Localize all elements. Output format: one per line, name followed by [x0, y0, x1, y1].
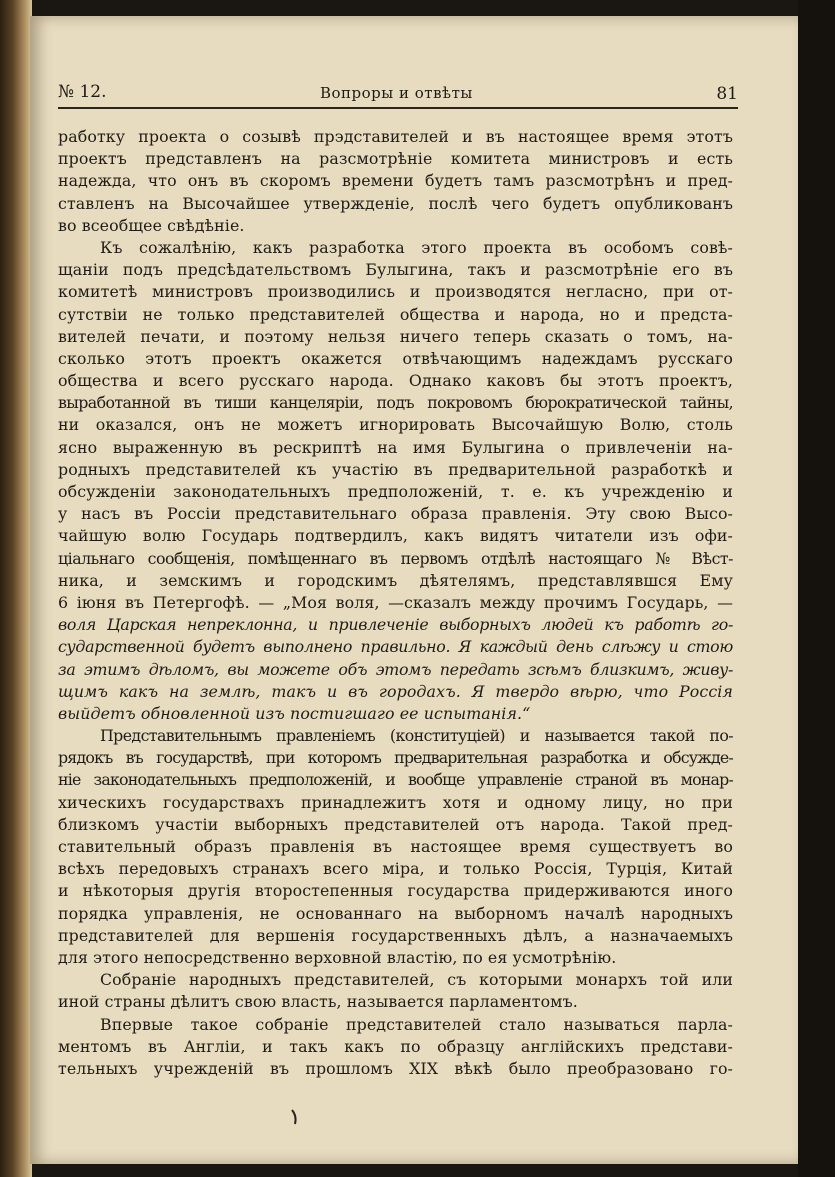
header-rule: [58, 107, 738, 109]
text-line: во всеобщее свѣдѣніе.: [58, 215, 245, 235]
text-line: и нѣкоторыя другія второстепенныя государства придерживаются иного: [58, 881, 733, 901]
text-line: сутствіи не только представителей общества и народа, но и предста-: [58, 304, 733, 324]
text-line: общества и всего русскаго народа. Однако каковъ бы этотъ проектъ,: [58, 371, 733, 391]
text-line: Собраніе народныхъ представителей, съ которыми монархъ той или: [100, 970, 733, 990]
running-header: [58, 82, 738, 106]
text-line: ясно выраженную въ рескриптѣ на имя Булыгина о привлеченіи на-: [58, 437, 733, 457]
text-line: для этого непосредственно верховной властію, по ея усмотрѣнію.: [58, 947, 617, 967]
text-line: ни оказался, онъ не можетъ игнорировать Высочайшую Волю, столь: [58, 415, 733, 435]
text-line: родныхъ представителей къ участію въ предварительной разработкѣ и: [58, 459, 733, 479]
text-line: близкомъ участіи выборныхъ представителей отъ народа. Такой пред-: [58, 814, 733, 834]
ink-mark: [290, 1108, 300, 1126]
text-line: комитетѣ министровъ производились и производятся негласно, при от-: [58, 282, 733, 302]
text-line: надежда, что онъ въ скоромъ времени будетъ тамъ разсмотрѣнъ и пред-: [58, 171, 733, 191]
quote-line: сударственной будетъ выполнено правильно. Я каждый день слѣжу и стою: [58, 637, 733, 657]
text-line: порядка управленія, не основаннаго на выборномъ началѣ народныхъ: [58, 903, 733, 923]
quote-line: щимъ какъ на землѣ, такъ и въ городахъ. Я твердо вѣрю, что Россія: [58, 681, 733, 701]
text-line: вителей печати, и поэтому нельзя ничего теперь сказать о томъ, на-: [58, 326, 733, 346]
text-line: щаніи подъ предсѣдательствомъ Булыгина, такъ и разсмотрѣніе его въ: [58, 260, 733, 280]
text-line: ставленъ на Высочайшее утвержденіе, послѣ чего будетъ опубликованъ: [58, 193, 733, 213]
text-line: обсужденіи законодательныхъ предположеній, т. е. къ учрежденію и: [58, 482, 733, 501]
scan-background: [798, 0, 835, 1177]
body-text: [58, 126, 733, 1080]
text-line: выработанной въ тиши канцеляріи, подъ покровомъ бюрократической тайны,: [58, 393, 733, 413]
text-line: всѣхъ передовыхъ странахъ всего міра, и только Россія, Турція, Китай: [58, 859, 733, 879]
text-line: ментомъ въ Англіи, и такъ какъ по образцу англійскихъ представи-: [58, 1036, 733, 1056]
text-line: работку проекта о созывѣ прэдставителей и въ настоящее время этотъ: [58, 127, 733, 146]
text-line: сколько этотъ проектъ окажется отвѣчающимъ надеждамъ русскаго: [58, 348, 733, 368]
quote-line: воля Царская непреклонна, и привлеченіе выборныхъ людей къ работѣ го-: [58, 615, 733, 635]
text-line: представителей для вершенія государственныхъ дѣлъ, а назначаемыхъ: [58, 925, 733, 945]
issue-number: № 12.: [58, 82, 107, 102]
text-line: ставительный образъ правленія въ настоящее время существуетъ во: [58, 837, 733, 856]
text-line: проектъ представленъ на разсмотрѣніе комитета министровъ и есть: [58, 149, 733, 169]
text-line: ника, и земскимъ и городскимъ дѣятелямъ, представлявшся Ему: [58, 570, 733, 590]
text-line: рядокъ въ государствѣ, при которомъ предварительная разработка и обсужде-: [58, 748, 733, 768]
text-line: тельныхъ учрежденій въ прошломъ XIX вѣкѣ было преобразовано го-: [58, 1058, 733, 1078]
quote-line: выйдетъ обновленной изъ постигшаго ее испытанія.“: [58, 703, 531, 723]
text-line: Къ сожалѣнію, какъ разработка этого проекта въ особомъ совѣ-: [100, 237, 733, 257]
text-line: Представительнымъ правленіемъ (конституціей) и называется такой по-: [100, 726, 733, 746]
text-line: ніе законодательныхъ предположеній, и вообще управленіе страной въ монар-: [58, 770, 733, 790]
text-line: 6 іюня въ Петергофѣ. — „Моя воля, —сказалъ между прочимъ Государь, —: [58, 592, 733, 612]
book-binding-edge: [0, 0, 32, 1177]
text-line: ціальнаго сообщенія, помѣщеннаго въ первомъ отдѣлѣ настоящаго № Вѣст-: [58, 548, 733, 568]
text-line: у насъ въ Россіи представительнаго образа правленія. Эту свою Высо-: [58, 504, 733, 524]
text-line: иной страны дѣлитъ свою власть, называется парламентомъ.: [58, 992, 578, 1012]
page-number: 81: [716, 84, 738, 104]
text-line: чайшую волю Государь подтвердилъ, какъ видятъ читатели изъ офи-: [58, 526, 733, 546]
text-line: Впервые такое собраніе представителей стало называться парла-: [100, 1014, 733, 1034]
quote-line: за этимъ дѣломъ, вы можете объ этомъ передать зсѣмъ близкимъ, живу-: [58, 659, 733, 679]
running-title: Вопроры и отвѣты: [320, 84, 473, 102]
text-line: хическихъ государствахъ принадлежитъ хотя и одному лицу, но при: [58, 792, 733, 812]
